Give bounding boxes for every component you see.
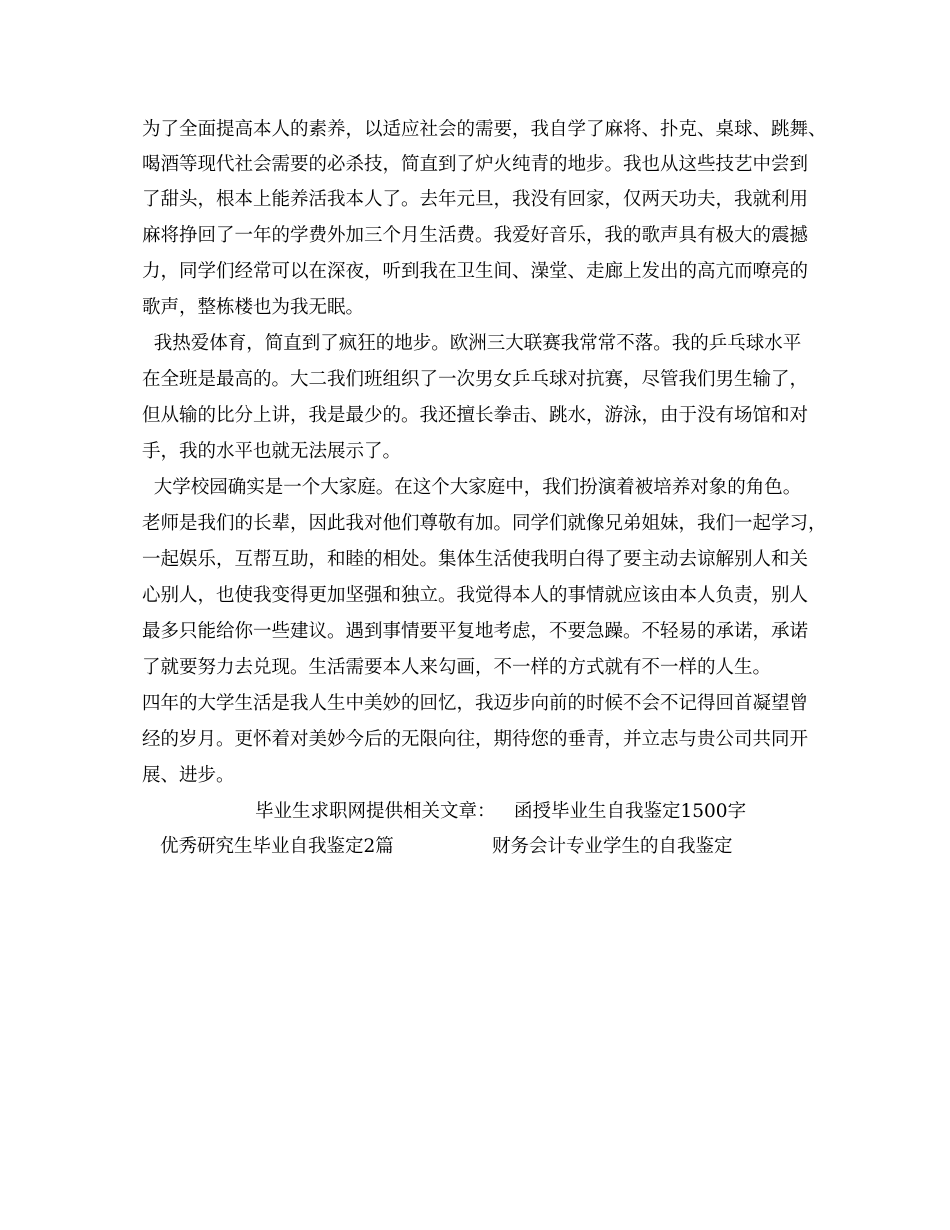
text-line: 手，我的水平也就无法展示了。 [142, 441, 402, 462]
related-articles-label: 毕业生求职网提供相关文章： [255, 801, 496, 822]
text-line: 喝酒等现代社会需要的必杀技，简直到了炉火纯青的地步。我也从这些技艺中尝到 [142, 154, 809, 175]
text-line: 歌声，整栋楼也为我无眠。 [142, 297, 365, 318]
text-line: 在全班是最高的。大二我们班组织了一次男女乒乓球对抗赛，尽管我们男生输了， [142, 369, 809, 390]
text-line: 麻将挣回了一年的学费外加三个月生活费。我爱好音乐，我的歌声具有极大的震撼 [142, 225, 809, 246]
text-line: 了甜头，根本上能养活我本人了。去年元旦，我没有回家，仅两天功夫，我就利用 [142, 189, 809, 210]
text-line: 经的岁月。更怀着对美妙今后的无限向往，期待您的垂青，并立志与贵公司共同开 [142, 729, 809, 750]
text-line: 老师是我们的长辈，因此我对他们尊敬有加。同学们就像兄弟姐妹，我们一起学习， [142, 513, 827, 534]
text-line: 一起娱乐，互帮互助，和睦的相处。集体生活使我明白得了要主动去谅解别人和关 [142, 549, 809, 570]
text-line: 了就要努力去兑现。生活需要本人来勾画，不一样的方式就有不一样的人生。 [142, 657, 772, 678]
text-line: 力，同学们经常可以在深夜，听到我在卫生间、澡堂、走廊上发出的高亢而嘹亮的 [142, 261, 809, 282]
related-article-link[interactable]: 财务会计专业学生的自我鉴定 [492, 836, 733, 857]
related-article-link[interactable]: 优秀研究生毕业自我鉴定2篇 [160, 836, 394, 857]
text-line: 四年的大学生活是我人生中美妙的回忆，我迈步向前的时候不会不记得回首凝望曾 [142, 693, 809, 714]
text-line: 心别人，也使我变得更加坚强和独立。我觉得本人的事情就应该由本人负责，别人 [142, 585, 809, 606]
text-line: 展、进步。 [142, 765, 235, 786]
text-line: 但从输的比分上讲，我是最少的。我还擅长拳击、跳水，游泳，由于没有场馆和对 [142, 405, 809, 426]
related-article-link[interactable]: 函授毕业生自我鉴定1500字 [514, 801, 747, 822]
text-line: 为了全面提高本人的素养，以适应社会的需要，我自学了麻将、扑克、桌球、跳舞、 [142, 119, 827, 140]
text-line: 大学校园确实是一个大家庭。在这个大家庭中，我们扮演着被培养对象的角色。 [142, 477, 802, 498]
text-line: 最多只能给你一些建议。遇到事情要平复地考虑，不要急躁。不轻易的承诺，承诺 [142, 621, 809, 642]
text-line: 我热爱体育，简直到了疯狂的地步。欧洲三大联赛我常常不落。我的乒乓球水平 [142, 333, 802, 354]
